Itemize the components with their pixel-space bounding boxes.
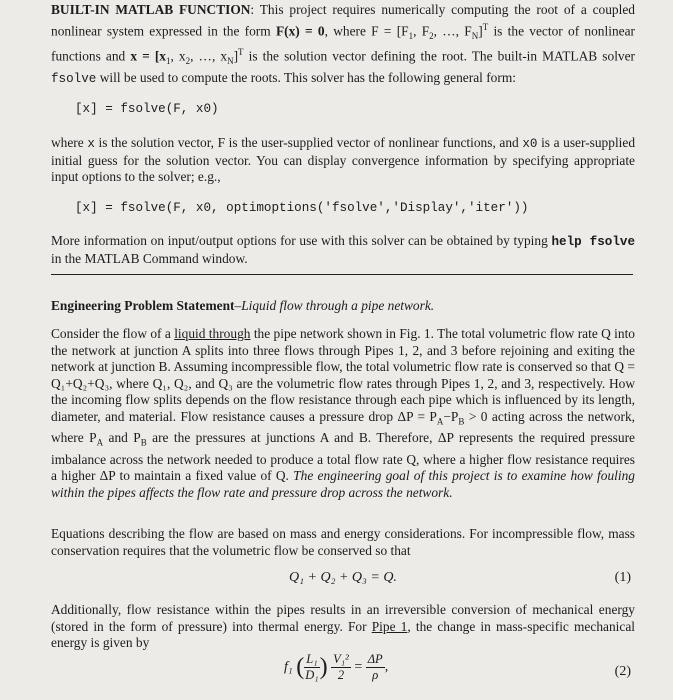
text: More information on input/output options for use with this solver can be obtained by typing	[51, 233, 552, 248]
solver-paragraph	[51, 135, 635, 186]
text-underlined: liquid through	[174, 326, 251, 341]
equation-2-body	[284, 652, 388, 683]
equation-inline: x = [x	[130, 48, 166, 64]
equation-1-body: Q₁ + Q₂ + Q₃ = Q.	[289, 570, 397, 585]
equation-2-number: (2)	[614, 664, 631, 679]
text: is the solution vector defining the root. The built-in MATLAB solver	[243, 48, 636, 64]
text: , x	[170, 48, 186, 64]
text: Consider the flow of a	[51, 326, 175, 341]
text: > 0 acting across the network, where P	[51, 408, 635, 446]
text: are the pressures at junctions A and B. Therefore, ΔP represents the required pressure imbalance across the network needed to produce a total flow rate Q, where a higher flow resistance requires a higher ΔP to maintain a fixed value of Q.	[51, 430, 635, 484]
comma: ,	[384, 659, 389, 675]
text: where	[51, 135, 88, 150]
equation-1-number: (1)	[614, 570, 631, 585]
energy-paragraph	[51, 602, 635, 652]
right-paren: )	[319, 654, 328, 680]
inline-code: fsolve	[51, 72, 97, 87]
friction-factor: f₁	[284, 659, 293, 675]
numerator: V₁²	[333, 652, 349, 666]
text: , F	[413, 23, 430, 39]
equations-paragraph	[51, 526, 635, 559]
subscript: A	[436, 416, 444, 427]
text: ]	[233, 48, 239, 64]
inline-code: x0	[522, 137, 538, 151]
equals-sign: =	[354, 659, 363, 675]
text: the pipe network shown in Fig. 1. The total volumetric flow rate Q into the network at junction A splits into three flows through Pipes 1, 2, and 3 before rejoining and exiting the network at junction B. Assuming incompressible flow, the total volumetric flow rate is conserved so that Q = Q₁+Q₂+Q₃, where Q₁, Q₂, and Q₃ are the volumetric flow rates through Pipes 1, 2, and 3, respectively. How the incoming flow splits depends on the flow resistance through each pipe which is influenced by its length, diameter, and material. Flow resistance causes a pressure drop ΔP = P	[51, 326, 636, 424]
problem-heading	[51, 298, 635, 315]
text: is the vector of nonlinear functions and	[51, 23, 635, 64]
left-paren: (	[296, 654, 305, 680]
help-paragraph	[51, 233, 635, 267]
text: in the MATLAB Command window.	[51, 250, 248, 266]
equation-2	[51, 652, 635, 696]
text: –	[234, 298, 242, 313]
inline-code: x	[87, 137, 95, 151]
text: is a user-supplied initial guess for the solution vector. You can display convergence information by specifying appropriate input options to the solver; e.g.,	[51, 135, 636, 185]
length-diameter-fraction	[304, 652, 319, 683]
inline-code: help fsolve	[551, 235, 635, 249]
denominator: 2	[337, 668, 345, 682]
text: Equations describing the flow are based on mass and energy considerations. For incompressible flow, mass conservation requires that the volumetric flow be conserved so that	[51, 526, 635, 558]
text: , …, F	[433, 23, 472, 39]
text: is the solution vector, F is the user-supplied vector of nonlinear functions, and	[94, 135, 523, 150]
velocity-fraction	[331, 652, 351, 683]
flow-paragraph: Consider the flow of a liquid through the pipe network shown in Fig. 1. The total volumetric flow rate Q into the network at junction A splits into three flows through Pipes 1, 2, and 3 before rejoining and exiting the network at junction B. Assuming incompressible flow, the total volumetric flow rate is conserved so that Q = Q₁+Q₂+Q₃, where Q₁, Q₂, and Q₃ are the volumetric flow rates through Pipes 1, 2, and 3, respectively. How the incoming flow splits depends on the flow resistance through each pipe which is influenced by its length, diameter, and material. Flow resistance causes a pressure drop $\Delta P = P_A-P_B > 0$ acting across the network, where $P_A$ and $P_B$ are the pressures at junctions A and B. Therefore, ΔP represents the required pressure imbalance across the network needed to produce a total flow rate Q, where a higher flow resistance requires a higher ΔP to maintain a fixed value of Q. The engineering goal of this project is to examine how fouling within the pipes affects the flow rate and pressure drop across the network.	[51, 326, 636, 500]
equation-1	[51, 570, 635, 590]
subscript: B	[458, 416, 465, 427]
section-subtitle: Liquid flow through a pipe network.	[241, 298, 435, 313]
text: and P	[103, 430, 141, 446]
denominator: D₁	[305, 668, 319, 682]
numerator: ΔP	[367, 652, 383, 666]
text: −P	[443, 408, 459, 424]
section-divider	[51, 274, 633, 275]
numerator: L₁	[306, 652, 318, 666]
text: , where F = [F	[324, 23, 409, 39]
section-heading-builtin: BUILT-IN MATLAB FUNCTION	[51, 2, 251, 17]
denominator: ρ	[372, 668, 379, 682]
text-underlined: Pipe 1	[371, 618, 408, 634]
engineering-goal: The engineering goal of this project is to examine how fouling within the pipes affects the flow rate and pressure drop across the network.	[51, 468, 635, 500]
text: Additionally, flow resistance within the pipes results in an irreversible conversion of mechanical energy (stored in the form of pressure) into thermal energy. For	[51, 602, 635, 634]
text: , …, x	[190, 48, 228, 64]
text: , the change in mass-specific mechanical energy is given by	[51, 618, 635, 651]
text: will be used to compute the roots. This solver has the following general form:	[96, 70, 516, 86]
equation-inline: F(x) = 0	[275, 23, 325, 39]
pressure-fraction	[366, 652, 385, 683]
code-line-1: [x] = fsolve(F, x0)	[75, 102, 219, 116]
text: : This project requires numerically computing the root of a coupled nonlinear system expressed in the form	[51, 2, 635, 39]
code-line-2: [x] = fsolve(F, x0, optimoptions('fsolve','Display','iter'))	[75, 201, 529, 215]
text: ]	[478, 23, 483, 39]
section-heading-engineering: Engineering Problem Statement	[51, 298, 235, 313]
intro-paragraph: BUILT-IN MATLAB FUNCTION: This project requires numerically computing the root of a coupled nonlinear system expressed in the form F(x) = 0, where $F = [F_1$, $F_2$, …, $F_N]^T$ is the vector of nonlinear functions and $x = [x_1$, $x_2$, …, $x_N]^T$ is the solution vector defining the root. The built-in MATLAB solver fsolve will be used to compute the roots. This solver has the following general form:	[51, 2, 636, 87]
